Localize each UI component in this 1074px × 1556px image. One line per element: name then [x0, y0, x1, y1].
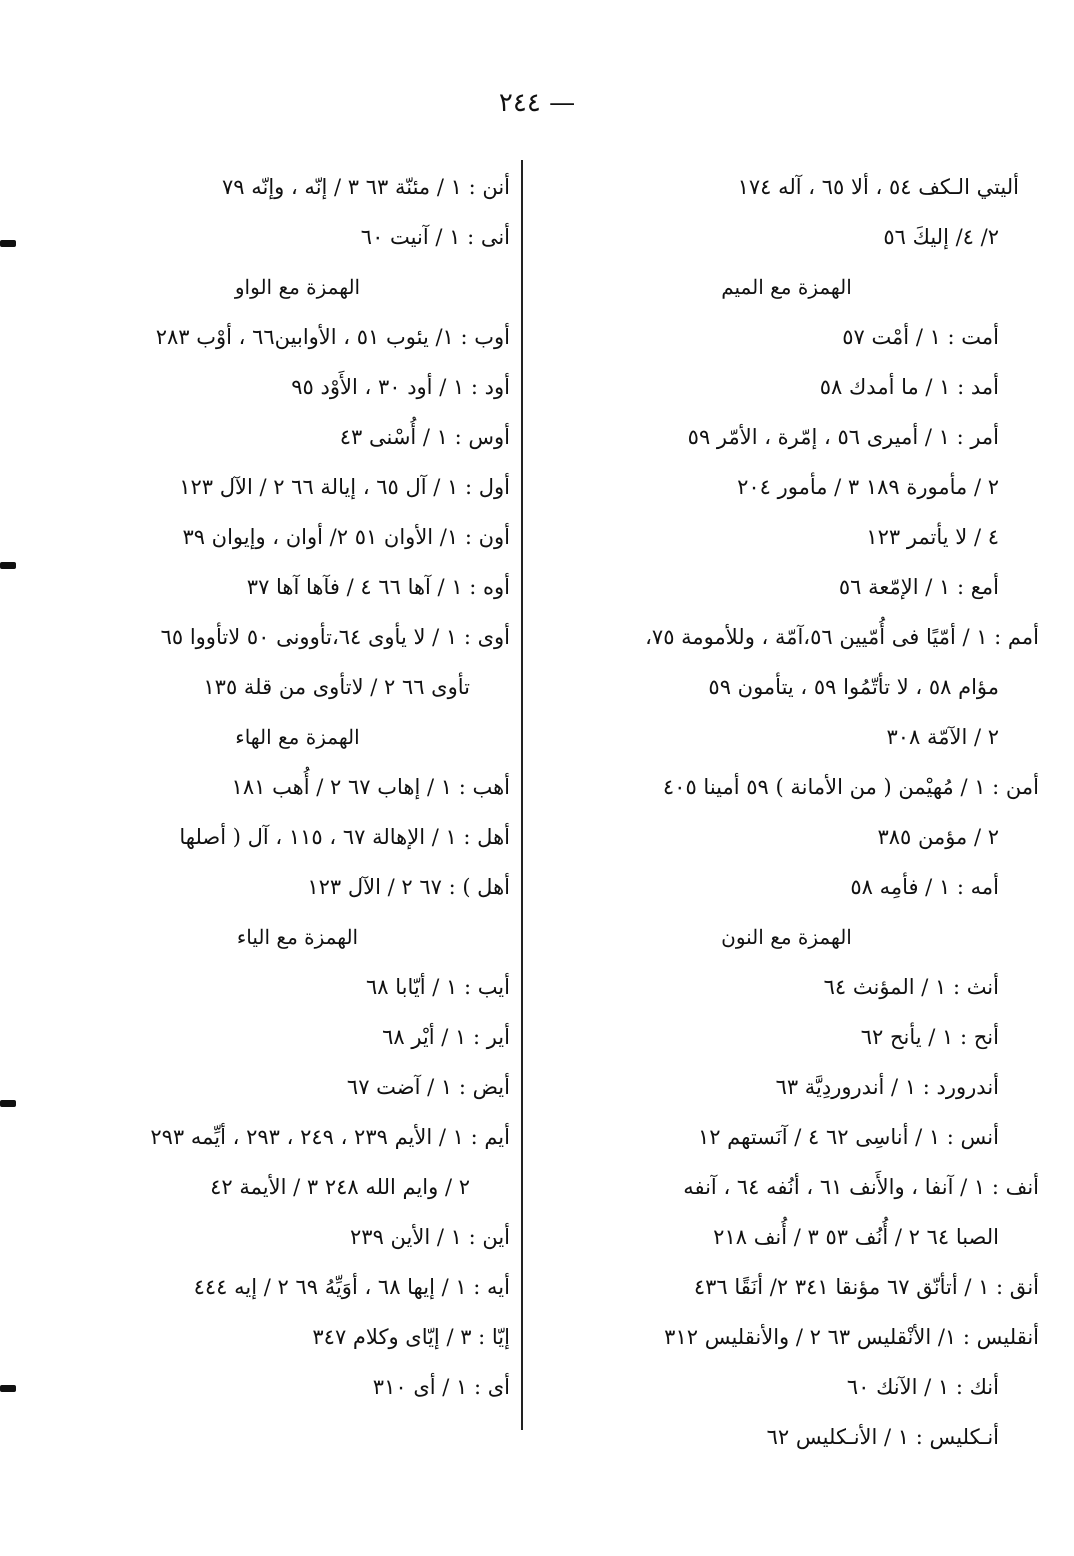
index-entry: أنث : ١ / المؤنث ٦٤ — [823, 975, 999, 999]
index-entry: أول : ١ / آل ٦٥ ، إيالة ٦٦ ٢ / الآل ١٢٣ — [179, 475, 510, 499]
right-column — [534, 162, 1039, 1462]
index-entry: ٢/ ٤/ إليكَ ٥٦ — [883, 225, 999, 249]
index-entry: أنف : ١ / آنفا ، والأَنف ٦١ ، أنُفه ٦٤ ، آنفه — [683, 1175, 1039, 1199]
index-entry: أود : ١ / أود ٣٠ ، الأَوْد ٩٥ — [291, 375, 510, 399]
index-entry: أليتي الـكف ٥٤ ، ألا ٦٥ ، آله ١٧٤ — [737, 175, 1019, 199]
index-entry: أمت : ١ / أمْت ٥٧ — [842, 325, 999, 349]
index-entry: أيض : ١ / آضت ٦٧ — [346, 1075, 510, 1099]
index-entry: أير : ١ / أيْر ٦٨ — [382, 1025, 510, 1049]
index-entry: أين : ١ / الأين ٢٣٩ — [350, 1225, 510, 1249]
index-entry: أهل : ١ / الإهالة ٦٧ ، ١١٥ ، آل ( أصلها — [179, 825, 510, 849]
index-entry: أندرورد : ١ / أندروردِيَّة ٦٣ — [775, 1075, 999, 1099]
index-entry: أون : ١/ الأوان ٥١ ٢/ أوان ، وإيوان ٣٩ — [182, 525, 510, 549]
index-entry: أيه : ١ / إيها ٦٨ ، أوَيِّهُ ٦٩ ٢ / إيه ٤٤٤ — [193, 1275, 510, 1299]
index-entry: ٢ / وايم الله ٢٤٨ ٣ / الأيمة ٤٢ — [210, 1175, 470, 1199]
index-entry: أمن : ١ / مُهيْمن ( من الأمانة ) ٥٩ أمينا ٤٠٥ — [662, 775, 1039, 799]
index-entry: إيّا : ٣ / إيّاى وكلام ٣٤٧ — [312, 1325, 510, 1349]
section-heading: الهمزة مع الواو — [234, 275, 361, 299]
index-entry: أى : ١ / أى ٣١٠ — [372, 1375, 510, 1399]
index-entry: الصبا ٦٤ ٢ / أُنُف ٥٣ ٣ / أُنف ٢١٨ — [713, 1225, 999, 1249]
index-entry: أهب : ١ / إهاب ٦٧ ٢ / أُهب ١٨١ — [231, 775, 510, 799]
index-entry: أنح : ١ / يأنح ٦٢ — [860, 1025, 999, 1049]
index-entry: أمر : ١ / أميرى ٥٦ ، إمّرة ، الأمّر ٥٩ — [687, 425, 999, 449]
index-entry: أمه : ١ / فأمِه ٥٨ — [850, 875, 999, 899]
index-entry: ٢ / الآمّة ٣٠٨ — [886, 725, 999, 749]
index-entry: أنى : ١ / آنيت ٦٠ — [360, 225, 510, 249]
index-entry: أنـكليس : ١ / الأنـكليس ٦٢ — [766, 1425, 999, 1449]
index-entry: أنق : ١ / أتأنّق ٦٧ مؤنقا ٣٤١ ٢/ أنَقًا ٤٣٦ — [693, 1275, 1039, 1299]
section-heading: الهمزة مع الهاء — [235, 725, 360, 749]
index-entry: أيب : ١ / أيّابا ٦٨ — [366, 975, 510, 999]
section-heading: الهمزة مع النون — [721, 925, 852, 949]
index-entry: أمع : ١ / الإمّعة ٥٦ — [838, 575, 999, 599]
left-column — [85, 162, 510, 1412]
column-divider — [521, 160, 523, 1430]
index-entry: ٤ / لا يأتمر ١٢٣ — [866, 525, 999, 549]
index-entry: أنن : ١ / مئنّة ٦٣ ٣ / إنّه ، وإنّه ٧٩ — [221, 175, 510, 199]
index-entry: ٢ / مأمورة ١٨٩ ٣ / مأمور ٢٠٤ — [737, 475, 999, 499]
index-entry: أوس : ١ / أُسْنى ٤٣ — [339, 425, 510, 449]
index-entry: أمم : ١ / أمّيًا فى أُمّيين ٥٦،آمّة ، وللأمومة ٧٥، — [645, 625, 1039, 649]
index-entry: أنك : ١ / الآنك ٦٠ — [846, 1375, 999, 1399]
index-entry: أيم : ١ / الأيم ٢٣٩ ، ٢٤٩ ، ٢٩٣ ، أيِّمه ٢٩٣ — [150, 1125, 510, 1149]
margin-mark — [0, 1100, 16, 1107]
index-entry: أهل ) : ٦٧ ٢ / الآل ١٢٣ — [307, 875, 510, 899]
index-entry: أوب : ١/ يئوب ٥١ ، الأوابين٦٦ ، أوْب ٢٨٣ — [155, 325, 510, 349]
margin-mark — [0, 1385, 16, 1392]
section-heading: الهمزة مع الميم — [721, 275, 852, 299]
index-entry: مؤام ٥٨ ، لا تأتّمُوا ٥٩ ، يتأمون ٥٩ — [708, 675, 999, 699]
margin-mark — [0, 240, 16, 247]
index-entry: أوه : ١ / آها ٦٦ ٤ / فآها آها ٣٧ — [246, 575, 510, 599]
index-entry: أنقليس : ١/ الأنْقليس ٦٣ ٢ / والأنقليس ٣١٢ — [664, 1325, 1039, 1349]
index-entry: أمد : ١ / ما أمدك ٥٨ — [819, 375, 999, 399]
margin-mark — [0, 562, 16, 569]
index-entry: ٢ / مؤمن ٣٨٥ — [877, 825, 999, 849]
index-entry: أوى : ١ / لا يأوى ٦٤،تأوونى ٥٠ لاتأووا ٦٥ — [160, 625, 510, 649]
index-entry: تأوى ٦٦ ٢ / لاتأوى من قلة ١٣٥ — [203, 675, 470, 699]
page-number: — ٢٤٤ — [498, 88, 576, 118]
index-entry: أنس : ١ / أناسِى ٦٢ ٤ / آنَستهم ١٢ — [697, 1125, 999, 1149]
section-heading: الهمزة مع الياء — [236, 925, 359, 949]
